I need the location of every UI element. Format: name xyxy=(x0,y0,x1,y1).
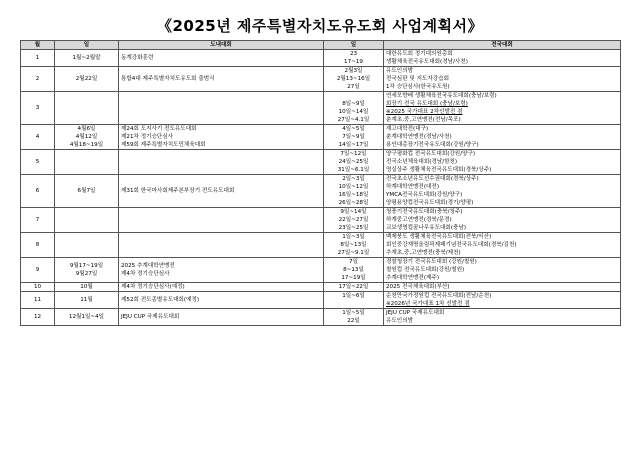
right-date: 26일~28일 xyxy=(338,200,369,206)
plan-table xyxy=(20,40,621,326)
right-date: 27일~9.1일 xyxy=(337,250,370,256)
right-event: 대한유도회 정기대의원총회 xyxy=(386,51,453,57)
province-date-cell xyxy=(55,175,119,208)
national-event-cell xyxy=(384,208,621,233)
province-date-cell xyxy=(55,50,119,67)
province-date-cell xyxy=(55,233,119,258)
header-date: 일 xyxy=(55,41,119,50)
header-row xyxy=(21,41,621,50)
province-date-cell xyxy=(55,150,119,175)
right-date: 7일 xyxy=(349,259,358,265)
right-date: 7일~9일 xyxy=(342,134,365,140)
national-date-cell xyxy=(324,50,384,67)
right-event: 생활체육전국유도대회(경남/사천) xyxy=(386,59,468,65)
province-date-cell xyxy=(55,292,119,309)
right-date: 7일~12일 xyxy=(340,151,367,157)
right-date: 16일~18일 xyxy=(338,192,369,198)
national-date-cell xyxy=(324,258,384,283)
right-date: 27일~4.1일 xyxy=(337,117,370,123)
table-row xyxy=(21,175,621,208)
right-date: 8~13일 xyxy=(343,267,364,273)
national-event-cell xyxy=(384,67,621,92)
right-date: 17~19 xyxy=(344,59,363,65)
national-event-cell xyxy=(384,125,621,150)
table-row xyxy=(21,233,621,258)
left-event: 제24회 도지사기 전도유도대회 xyxy=(121,126,197,132)
left-date: 11월 xyxy=(80,297,93,303)
right-date: 14일~17일 xyxy=(338,142,369,148)
right-event: 재고대학전(대구) xyxy=(386,126,429,132)
table-row xyxy=(21,283,621,292)
province-event-cell xyxy=(119,208,324,233)
right-event: 회장기 전국 유도대회 (충남/보령) xyxy=(386,101,468,107)
left-event: 제21차 정기승단심사 xyxy=(121,134,174,140)
right-event: 전국소년체육대회(경남/함천) xyxy=(386,159,458,165)
page-title: 《2025년 제주특별자치도유도회 사업계획서》 xyxy=(156,17,484,35)
right-event: ※2026년 국가대표 1차 선발전 겸 xyxy=(386,301,470,307)
month-cell: 5 xyxy=(21,150,55,175)
table-row xyxy=(21,67,621,92)
right-event: YMCA전국유도대회(강원/양구) xyxy=(386,192,463,198)
national-date-cell xyxy=(324,92,384,125)
right-event: ※2025 국가대표 2차선발전 겸 xyxy=(386,109,463,115)
province-date-cell xyxy=(55,125,119,150)
right-date: 10일~12일 xyxy=(338,184,369,190)
table-row xyxy=(21,208,621,233)
province-date-cell xyxy=(55,67,119,92)
left-event: 제31회 한국마사회제주본부장기 전도유도대회 xyxy=(121,188,235,194)
right-event: 전국심판 및 지도자강습회 xyxy=(386,76,449,82)
right-date: 1일~5일 xyxy=(342,310,365,316)
header-national-date: 일 xyxy=(324,41,384,50)
right-event: 유도인의밤 xyxy=(386,68,414,74)
left-date: 12월1일~4일 xyxy=(68,314,105,320)
table-row xyxy=(21,150,621,175)
left-date: 2월22일 xyxy=(75,76,98,82)
right-event: 순천만국가정원컵 전국유도대회(전남/순천) xyxy=(386,293,492,299)
province-date-cell xyxy=(55,258,119,283)
province-event-cell xyxy=(119,292,324,309)
national-date-cell xyxy=(324,208,384,233)
left-event: 제4차 정기승단심사(예정) xyxy=(121,284,185,290)
province-event-cell xyxy=(119,125,324,150)
right-date: 17일~22일 xyxy=(338,284,369,290)
month-cell: 11 xyxy=(21,292,55,309)
right-date: 9일~14일 xyxy=(340,209,367,215)
right-date: 31일~6.1일 xyxy=(337,167,370,173)
right-date: 27일 xyxy=(347,84,360,90)
right-event: 연세모향배 생활체육전국유도대회(충남/보령) xyxy=(386,93,497,99)
right-date: 2월13~16일 xyxy=(336,76,371,82)
right-event: 추계초,중,고연맹전(충북/제천) xyxy=(386,250,461,256)
right-event: 유도인의밤 xyxy=(386,318,414,324)
month-cell: 4 xyxy=(21,125,55,150)
right-date: 22일~27일 xyxy=(338,217,369,223)
right-date: 1일~3일 xyxy=(342,234,365,240)
province-event-cell xyxy=(119,150,324,175)
left-event: 제52회 전도종별유도대회(예정) xyxy=(121,297,200,303)
table-body xyxy=(21,50,621,326)
left-event: 제59회 제주특별자치도민체육대회 xyxy=(121,142,206,148)
right-date: 10일~14일 xyxy=(338,109,369,115)
national-event-cell xyxy=(384,175,621,208)
header-province-event: 도내대회 xyxy=(119,41,324,50)
right-event: 하계중고연맹전(경북/문경) xyxy=(386,217,452,223)
right-date: 23일~25일 xyxy=(338,225,369,231)
province-event-cell xyxy=(119,67,324,92)
right-event: 전국초소년유도선수권대회(경북/상주) xyxy=(386,176,479,182)
province-event-cell xyxy=(119,309,324,326)
month-cell: 3 xyxy=(21,92,55,125)
right-event: 하계대학연맹전(대전) xyxy=(386,184,439,190)
month-cell: 8 xyxy=(21,233,55,258)
header-month: 월 xyxy=(21,41,55,50)
right-date: 8일~9일 xyxy=(342,101,365,107)
left-event: 2025 추계대학연맹전 xyxy=(121,263,175,269)
right-event: 경찰청장기 전국유도대회 (강원/철원) xyxy=(386,259,477,265)
province-event-cell xyxy=(119,175,324,208)
month-cell: 9 xyxy=(21,258,55,283)
province-event-cell xyxy=(119,50,324,67)
month-cell: 6 xyxy=(21,175,55,208)
national-date-cell xyxy=(324,309,384,326)
left-date: 4월6일 xyxy=(77,126,96,132)
right-date: 4일~5일 xyxy=(342,126,365,132)
left-date: 4월18~19일 xyxy=(69,142,104,148)
right-event: 양구평화컵 전국유도대회(강원/양구) xyxy=(386,151,476,157)
right-event: 춘계초,중,고연맹전(전남/목포) xyxy=(386,117,461,123)
province-event-cell xyxy=(119,258,324,283)
table-row xyxy=(21,50,621,67)
table-row xyxy=(21,309,621,326)
month-cell: 12 xyxy=(21,309,55,326)
left-date: 10월 xyxy=(80,284,93,290)
national-date-cell xyxy=(324,175,384,208)
right-date: 23 xyxy=(349,51,358,57)
right-event: 교보생명컵꿈나무유도대회(충남) xyxy=(386,225,467,231)
left-date: 6월7일 xyxy=(77,188,96,194)
right-date xyxy=(326,300,381,308)
left-event: JEJU CUP 국제유도대회 xyxy=(121,314,180,320)
national-date-cell xyxy=(324,67,384,92)
province-date-cell xyxy=(55,92,119,125)
national-date-cell xyxy=(324,292,384,309)
right-event: JEJU CUP 국제유도대회 xyxy=(386,310,445,316)
province-date-cell xyxy=(55,208,119,233)
right-event: 춘계대학연맹전(경남/사천) xyxy=(386,134,452,140)
national-event-cell xyxy=(384,150,621,175)
province-event-cell xyxy=(119,233,324,258)
national-event-cell xyxy=(384,292,621,309)
right-event: 추계대학연맹전(제주) xyxy=(386,275,439,281)
right-date: 22일 xyxy=(347,318,360,324)
month-cell: 10 xyxy=(21,283,55,292)
national-date-cell xyxy=(324,125,384,150)
right-date: 17~19일 xyxy=(341,275,366,281)
right-event: 청풍기전국유도대회(충북/청주) xyxy=(386,209,463,215)
table-row xyxy=(21,125,621,150)
right-date: 8일~13일 xyxy=(340,242,367,248)
table-row xyxy=(21,258,621,283)
right-date: 1일~6일 xyxy=(342,293,365,299)
province-date-cell xyxy=(55,283,119,292)
table-row xyxy=(21,292,621,309)
left-date: 9월27일 xyxy=(75,271,98,277)
right-event: 회인중강재명올림픽제패기념전국유도대회(경북/김천) xyxy=(386,242,517,248)
right-event: 영실상주 생활체육전국유도대회(경북/상주) xyxy=(386,167,492,173)
province-date-cell xyxy=(55,309,119,326)
left-date: 1월~2월말 xyxy=(72,55,101,61)
right-date xyxy=(326,92,381,100)
right-event: 1차 승단심사(한국유도원) xyxy=(386,84,450,90)
header-national-event: 전국대회 xyxy=(384,41,621,50)
right-event: 백제붕도 생활체육전국유도대회(전북/익산) xyxy=(386,234,492,240)
left-date: 9월17~19일 xyxy=(69,263,104,269)
month-cell: 2 xyxy=(21,67,55,92)
left-date: 4월12일 xyxy=(75,134,98,140)
left-event: 제4차 정기승단심사 xyxy=(121,271,170,277)
right-date: 24일~25일 xyxy=(338,159,369,165)
right-date: 2일~3일 xyxy=(342,176,365,182)
national-event-cell xyxy=(384,233,621,258)
right-event: 2025 전국체육대회(부산) xyxy=(386,284,450,290)
national-event-cell xyxy=(384,309,621,326)
national-event-cell xyxy=(384,283,621,292)
left-event: 통합4대 제주특별자치도유도회 출범식 xyxy=(121,76,215,82)
national-event-cell xyxy=(384,258,621,283)
month-cell: 7 xyxy=(21,208,55,233)
right-event: 용인대총장기전국유도대회(강원/양구) xyxy=(386,142,479,148)
right-event: 양평용양컵전국유도대회(경기/양평) xyxy=(386,200,474,206)
month-cell: 1 xyxy=(21,50,55,67)
right-event: 철원컵 전국유도대회(강원/철원) xyxy=(386,267,465,273)
left-event: 동계강화훈련 xyxy=(121,55,154,61)
national-event-cell xyxy=(384,50,621,67)
national-date-cell xyxy=(324,233,384,258)
province-event-cell xyxy=(119,92,324,125)
right-date: 2월3일 xyxy=(344,68,363,74)
province-event-cell xyxy=(119,283,324,292)
table-row xyxy=(21,92,621,125)
national-date-cell xyxy=(324,150,384,175)
national-event-cell xyxy=(384,92,621,125)
national-date-cell xyxy=(324,283,384,292)
